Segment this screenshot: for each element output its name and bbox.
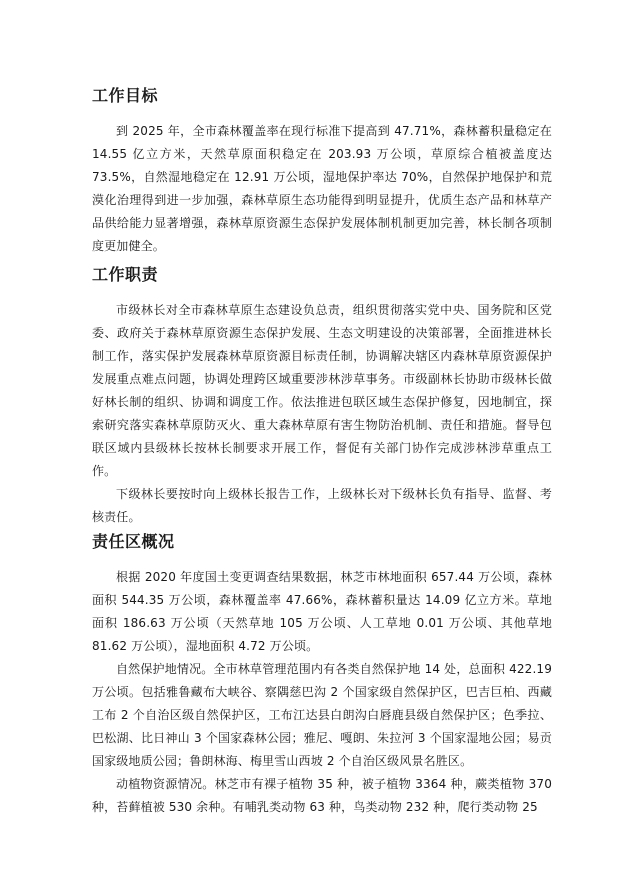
section-work-duties (92, 265, 552, 529)
section-area-overview (92, 532, 552, 819)
section-work-goals (92, 86, 552, 258)
paragraph: 根据 2020 年度国土变更调查结果数据，林芝市林地面积 657.44 万公顷，森林面积 544.35 万公顷，森林覆盖率 47.66%，森林蓄积量达 14.09 亿立方米。草地面积 186.63 万公顷（天然草地 105 万公顷、人工草地 0.01 万公顷、其他草地 81.62 万公顷），湿地面积 4.72 万公顷。 (92, 570, 552, 653)
section-heading: 责任区概况 (92, 532, 175, 551)
section-heading: 工作目标 (92, 86, 159, 105)
paragraph: 下级林长要按时向上级林长报告工作，上级林长对下级林长负有指导、监督、考核责任。 (92, 487, 552, 524)
paragraph: 自然保护地情况。全市林草管理范围内有各类自然保护地 14 处，总面积 422.19 万公顷。包括雅鲁藏布大峡谷、察隅慈巴沟 2 个国家级自然保护区，巴吉巨柏、西藏工布 2 个自治区级自然保护区，工布江达县白朗沟白唇鹿县级自然保护区；色季拉、巴松湖、比日神山 3 个国家森林公园；雅尼、嘎朗、朱拉河 3 个国家湿地公园；易贡国家级地质公园；鲁朗林海、梅里雪山西坡 2 个自治区级风景名胜区。 (92, 662, 552, 768)
section-heading: 工作职责 (92, 265, 159, 284)
paragraph: 到 2025 年，全市森林覆盖率在现行标准下提高到 47.71%，森林蓄积量稳定在 14.55 亿立方米，天然草原面积稳定在 203.93 万公顷，草原综合植被盖度达 73.5%，自然湿地稳定在 12.91 万公顷，湿地保护率达 70%，自然保护地保护和荒漠化治理得到进一步加强，森林草原生态功能得到明显提升，优质生态产品和林草产品供给能力显著增强，森林草原资源生态保护发展体制机制更加完善，林长制各项制度更加健全。 (92, 124, 552, 253)
paragraph: 市级林长对全市森林草原生态建设负总责，组织贯彻落实党中央、国务院和区党委、政府关于森林草原资源生态保护发展、生态文明建设的决策部署，全面推进林长制工作，落实保护发展森林草原资源目标责任制，协调解决辖区内森林草原资源保护发展重点难点问题，协调处理跨区域重要涉林涉草事务。市级副林长协助市级林长做好林长制的组织、协调和调度工作。依法推进包联区域生态保护修复，因地制宜，探索研究落实森林草原防灭火、重大森林草原有害生物防治机制、责任和措施。督导包联区域内县级林长按林长制要求开展工作，督促有关部门协作完成涉林涉草重点工作。 (92, 303, 552, 478)
paragraph: 动植物资源情况。林芝市有裸子植物 35 种，被子植物 3364 种，蕨类植物 370 种，苔藓植被 530 余种。有哺乳类动物 63 种，鸟类动物 232 种，爬行类动物 25 (92, 777, 552, 814)
